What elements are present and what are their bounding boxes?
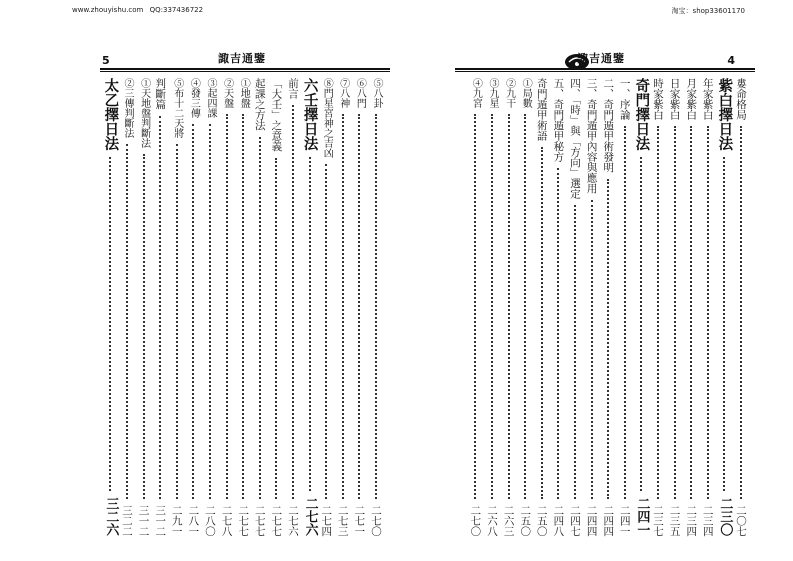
toc-entry-page: 二四一 [618, 504, 631, 536]
toc-entry-title: 月家紫白 [685, 78, 698, 120]
header-shop: 淘宝：shop33601170 [671, 7, 745, 15]
toc-entry-page: 二〇七 [735, 504, 747, 536]
toc-leader-dots [723, 157, 725, 492]
toc-leader-dots [259, 137, 261, 499]
header-site: www.zhouyishu.com [72, 6, 144, 14]
toc-entry-title: ⑧門星宮神之吉凶 [321, 78, 333, 158]
toc-leader-dots [309, 157, 311, 492]
left-header-rule [100, 68, 390, 70]
toc-entry-page: 二七一 [353, 504, 366, 536]
toc-leader-dots [690, 126, 692, 499]
toc-entry-page: 二九一 [170, 504, 183, 536]
toc-entry-title: 紫白擇日法 [716, 78, 734, 151]
right-running-head [455, 44, 755, 66]
toc-entry-page: 二六三 [502, 504, 515, 536]
toc-leader-dots [624, 126, 626, 499]
toc-entry-page: 三二二 [121, 504, 133, 536]
toc-entry-title: ④發三傳 [188, 78, 200, 118]
toc-leader-dots [226, 114, 228, 499]
toc-leader-dots [557, 168, 559, 499]
toc-entry-page: 二四一 [634, 497, 650, 536]
toc-leader-dots [358, 114, 360, 499]
toc-entry-title: 判斷篇 [154, 78, 167, 110]
header-right [672, 6, 745, 16]
toc-entry-page: 二三五 [668, 504, 681, 536]
toc-entry-page: 二四四 [602, 504, 615, 536]
left-page [100, 44, 390, 536]
toc-leader-dots [109, 157, 111, 492]
toc-leader-dots [657, 126, 659, 499]
toc-leader-dots [275, 158, 277, 499]
toc-entry-page: 二五〇 [535, 504, 548, 536]
left-page-number: 5 [102, 54, 110, 67]
toc-entry-page: 二七七 [253, 504, 266, 536]
toc-leader-dots [176, 144, 178, 499]
toc-entry-page: 二八一 [187, 504, 200, 536]
toc-leader-dots [209, 124, 211, 499]
toc-leader-dots [740, 126, 742, 499]
toc-leader-dots [325, 164, 327, 499]
toc-entry-page: 二四七 [569, 504, 581, 536]
left-header-rule-thin [100, 71, 390, 72]
toc-entry-page: 二八〇 [204, 504, 216, 536]
toc-leader-dots [375, 114, 377, 499]
toc-entry-title: 太乙擇日法 [102, 78, 120, 151]
toc-entry-title: ⑥八門 [354, 78, 366, 108]
toc-entry-page: 二七〇 [370, 504, 382, 536]
toc-leader-dots [242, 114, 244, 499]
toc-entry-page: 二七四 [320, 504, 333, 536]
toc-entry-page: 二七三 [336, 504, 349, 536]
toc-leader-dots [541, 147, 543, 499]
toc-entry-page: 三一二 [137, 504, 150, 536]
header-qq: QQ:337436722 [149, 6, 204, 14]
toc-entry-page: 二七七 [237, 504, 250, 536]
right-page-number: 4 [727, 54, 735, 67]
toc-entry [465, 78, 485, 556]
toc-entry-page: 二七六 [302, 497, 318, 536]
toc-leader-dots [342, 114, 344, 499]
toc-leader-dots [574, 205, 576, 499]
toc-entry-title: 奇門擇日法 [633, 78, 651, 151]
toc-entry-page: 二四八 [552, 504, 565, 536]
toc-entry-title: 起課之方法 [253, 78, 266, 131]
right-page [455, 44, 755, 536]
toc-leader-dots [126, 144, 128, 499]
toc-leader-dots [607, 179, 609, 499]
toc-entry-page: 三二六 [103, 497, 119, 536]
toc-entry-page: 二五〇 [519, 504, 532, 536]
toc-leader-dots [524, 114, 526, 499]
toc-leader-dots [508, 114, 510, 499]
toc-entry-title: ③九星 [487, 78, 498, 108]
toc-entry-title: ⑤布十二天將 [171, 78, 183, 138]
toc-leader-dots [591, 200, 593, 499]
toc-leader-dots [707, 126, 709, 499]
toc-entry-title: 前言 [287, 78, 299, 99]
toc-entry-page: 二三七 [652, 504, 664, 536]
toc-entry-title: 年家紫白 [701, 78, 714, 120]
toc-entry-title: 時家紫白 [652, 78, 664, 120]
toc-entry-title: 日家紫白 [668, 78, 681, 120]
toc-leader-dots [192, 124, 194, 499]
toc-entry-title: 二、奇門遁甲術發明 [602, 78, 615, 173]
toc-entry-title: ⑦八神 [337, 78, 349, 108]
toc-entry-page: 二三〇 [717, 497, 733, 536]
toc-entry-title: 五、奇門遁甲秘方 [552, 78, 565, 162]
toc-entry-title: ②天盤 [221, 78, 233, 108]
toc-entry-page: 二七六 [287, 504, 299, 536]
toc-entry-title: ①天地盤判斷法 [138, 78, 150, 148]
toc-entry-title: 一、序論 [618, 78, 631, 120]
toc-entry-title: 三、奇門遁甲內容與應用 [585, 78, 598, 194]
toc-entry-page: 三一二 [154, 504, 167, 536]
toc-entry-title: 六壬擇日法 [301, 78, 319, 151]
toc-entry-page: 二三四 [685, 504, 698, 536]
toc-entry-title: ⑤八卦 [371, 78, 382, 108]
toc-entry-title: ①局數 [520, 78, 532, 108]
toc-entry [100, 78, 120, 556]
toc-entry-title: ②三傳判斷法 [122, 78, 133, 138]
left-running-head [100, 44, 390, 66]
right-header-rule [455, 68, 755, 70]
toc-entry-title: 奇門遁甲術語 [535, 78, 548, 141]
toc-entry-page: 二七〇 [469, 504, 482, 536]
header-left [72, 6, 203, 14]
toc-entry-page: 二四四 [585, 504, 598, 536]
toc-entry-page: 二七七 [270, 504, 283, 536]
left-running-title: 諏吉通鑒 [218, 52, 266, 65]
toc-leader-dots [674, 126, 676, 499]
toc-leader-dots [143, 154, 145, 499]
toc-entry-title: ③起四課 [205, 78, 216, 118]
toc-entry-title: 「大壬」之意義 [270, 78, 283, 152]
right-header-rule-thin [455, 71, 755, 72]
right-running-title: 諏吉通鑒 [577, 52, 625, 65]
toc-entry-page: 二三四 [701, 504, 714, 536]
toc-leader-dots [474, 114, 476, 499]
toc-entry-page: 二六八 [486, 504, 498, 536]
toc-leader-dots [640, 157, 642, 492]
toc-entry-title: ②九干 [503, 78, 515, 108]
toc-entry-page: 二七八 [220, 504, 233, 536]
toc-leader-dots [491, 114, 493, 499]
toc-entry-title: 婁命格局 [735, 78, 747, 120]
toc-entry-title: 四、「時」與「方向」選定 [569, 78, 581, 199]
toc-entry-title: ④九宮 [470, 78, 482, 108]
toc-leader-dots [159, 116, 161, 499]
toc-leader-dots [292, 105, 294, 499]
toc-entry-title: ①地盤 [238, 78, 250, 108]
